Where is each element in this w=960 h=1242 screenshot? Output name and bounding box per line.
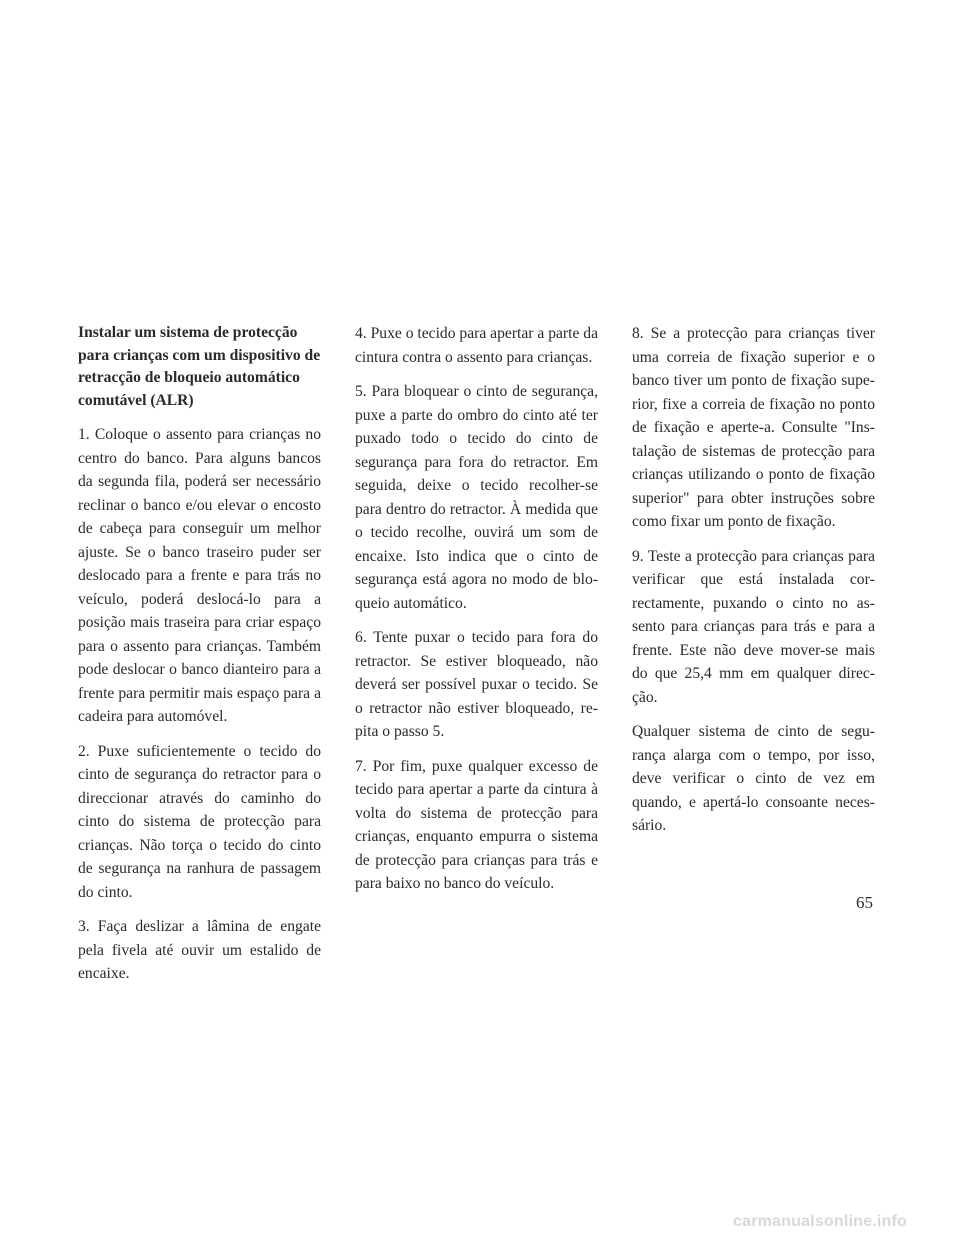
paragraph-step-8: 8. Se a protecção para crianças tiver uma correia de fixação superior e o banco tiver um ponto de fixação superior, fixe a correia de fixação no ponto de fixação e aperte-a. Consulte "Instalação de sistemas de protecção para crianças utilizando o ponto de fixação superior" para obter instruções sobre como fixar um ponto de fixação. bbox=[632, 325, 875, 530]
paragraph-step-7: 7. Por fim, puxe qualquer excesso de tecido para apertar a parte da cintura à volta do sistema de protecção para crianças, enquanto empurra o sistema de protecção para crianças para trás e para baixo no banco do veículo. bbox=[355, 757, 598, 892]
paragraph-step-3: 3. Faça deslizar a lâmina de engate pela fivela até ouvir um estalido de encaixe. bbox=[78, 918, 321, 982]
paragraph-step-4: 4. Puxe o tecido para apertar a parte da cintura contra o assento para crianças. bbox=[355, 325, 598, 366]
text-column-2 bbox=[355, 322, 598, 907]
paragraph-step-9: 9. Teste a protecção para crianças para verificar que está instalada correctamente, puxando o cinto no assento para crianças para trás e para a frente. Este não deve mover-se mais do que 25,4 mm em qualquer direcção. bbox=[632, 547, 875, 706]
paragraph-step-1: 1. Coloque o assento para crianças no centro do banco. Para alguns bancos da segunda fila, poderá ser necessário reclinar o banco e/ou elevar o encosto de cabeça para conseguir um melhor ajuste. Se o banco traseiro puder ser deslocado para a frente e para trás no veículo, poderá deslocá-lo para a posição mais traseira para criar espaço para o assento para crianças. Também pode deslocar o banco dianteiro para a frente para permitir mais espaço para a cadeira para automóvel. bbox=[78, 426, 321, 725]
paragraph-step-6: 6. Tente puxar o tecido para fora do retractor. Se estiver bloqueado, não deverá ser possível puxar o tecido. Se o retractor não estiver bloqueado, repita o passo 5. bbox=[355, 629, 598, 740]
text-column-1 bbox=[78, 322, 321, 997]
paragraph-step-2: 2. Puxe suficientemente o tecido do cinto de segurança do retractor para o direccionar através do caminho do cinto do sistema de protecção para crianças. Não torça o tecido do cinto de segurança na ranhura de passagem do cinto. bbox=[78, 742, 321, 901]
text-column-3 bbox=[632, 322, 875, 849]
section-heading: Instalar um sistema de protecção para crianças com um dispositivo de retracção de bloqueio automático comutável (ALR) bbox=[78, 324, 321, 409]
page-number: 65 bbox=[856, 893, 873, 912]
paragraph-step-5: 5. Para bloquear o cinto de segurança, puxe a parte do ombro do cinto até ter puxado todo o tecido do cinto de segurança para fora do retractor. Em seguida, deixe o tecido recolher-se para dentro do retractor. À medida que o tecido recolhe, ouvirá um som de encaixe. Isto indica que o cinto de segurança está agora no modo de bloqueio automático. bbox=[355, 383, 598, 612]
paragraph-note: Qualquer sistema de cinto de segurança alarga com o tempo, por isso, deve verificar o cinto de vez em quando, e apertá-lo consoante necessário. bbox=[632, 723, 875, 834]
watermark-link[interactable]: carmanualsonline.info bbox=[733, 1213, 908, 1230]
